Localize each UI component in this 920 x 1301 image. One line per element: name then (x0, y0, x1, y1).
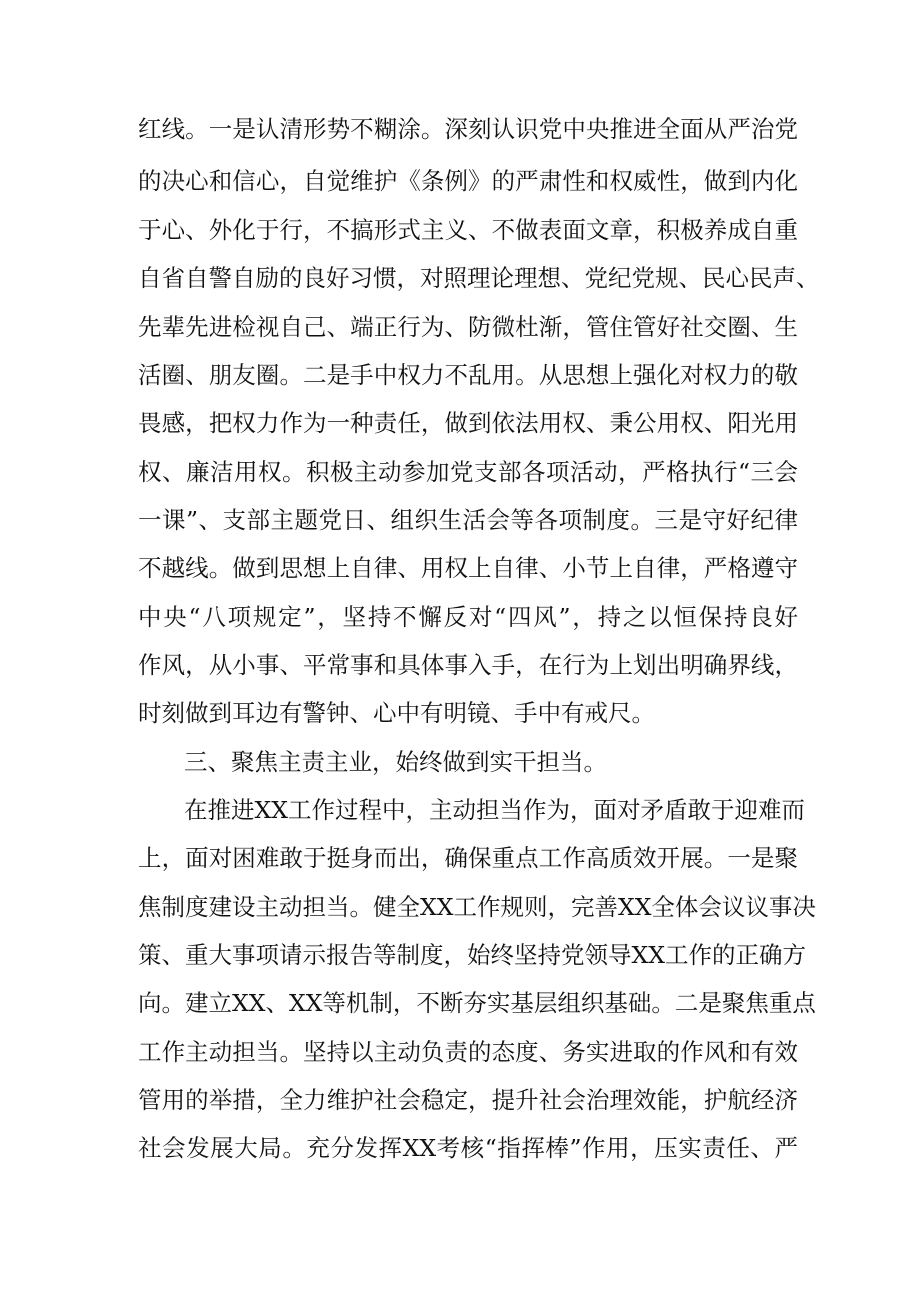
text-line: 向。建立XX、XX等机制，不断夯实基层组织基础。二是聚焦重点 (138, 989, 816, 1017)
text-line: 管用的举措，全力维护社会稳定，提升社会治理效能，护航经济 (138, 1086, 798, 1114)
text-line: 一课”、支部主题党日、组织生活会等各项制度。三是守好纪律 (138, 506, 798, 534)
text-line: 工作主动担当。坚持以主动负责的态度、务实进取的作风和有效 (138, 1038, 798, 1066)
text-line: 先辈先进检视自己、端正行为、防微杜渐，管住管好社交圈、生 (138, 313, 798, 341)
text-line: 中央“八项规定”，坚持不懈反对“四风”，持之以恒保持良好 (138, 603, 798, 631)
text-line: 自省自警自励的良好习惯，对照理论理想、党纪党规、民心民声、 (138, 264, 820, 292)
text-line: 策、重大事项请示报告等制度，始终坚持党领导XX工作的正确方 (138, 941, 806, 969)
text-line: 权、廉洁用权。积极主动参加党支部各项活动，严格执行“三会 (138, 458, 798, 486)
text-line: 上，面对困难敢于挺身而出，确保重点工作高质效开展。一是聚 (138, 844, 798, 872)
text-line: 焦制度建设主动担当。健全XX工作规则，完善XX全体会议议事决 (138, 893, 816, 921)
text-line: 在推进XX工作过程中，主动担当作为，面对矛盾敢于迎难而 (184, 796, 805, 824)
text-line: 红线。一是认清形势不糊涂。深刻认识党中央推进全面从严治党 (138, 115, 798, 143)
text-line: 于心、外化于行，不搞形式主义、不做表面文章，积极养成自重 (138, 216, 798, 244)
text-line: 畏感，把权力作为一种责任，做到依法用权、秉公用权、阳光用 (138, 409, 798, 437)
text-line: 社会发展大局。充分发挥XX考核“指挥棒”作用，压实责任、严 (138, 1134, 798, 1162)
text-line: 的决心和信心，自觉维护《条例》的严肃性和权威性，做到内化 (138, 167, 798, 195)
text-line: 作风，从小事、平常事和具体事入手，在行为上划出明确界线， (138, 651, 798, 679)
section-heading: 三、聚焦主责主业，始终做到实干担当。 (184, 748, 607, 776)
text-line: 不越线。做到思想上自律、用权上自律、小节上自律，严格遵守 (138, 554, 798, 582)
text-line: 活圈、朋友圈。二是手中权力不乱用。从思想上强化对权力的敬 (138, 361, 798, 389)
text-line: 时刻做到耳边有警钟、心中有明镜、手中有戒尺。 (138, 699, 655, 727)
